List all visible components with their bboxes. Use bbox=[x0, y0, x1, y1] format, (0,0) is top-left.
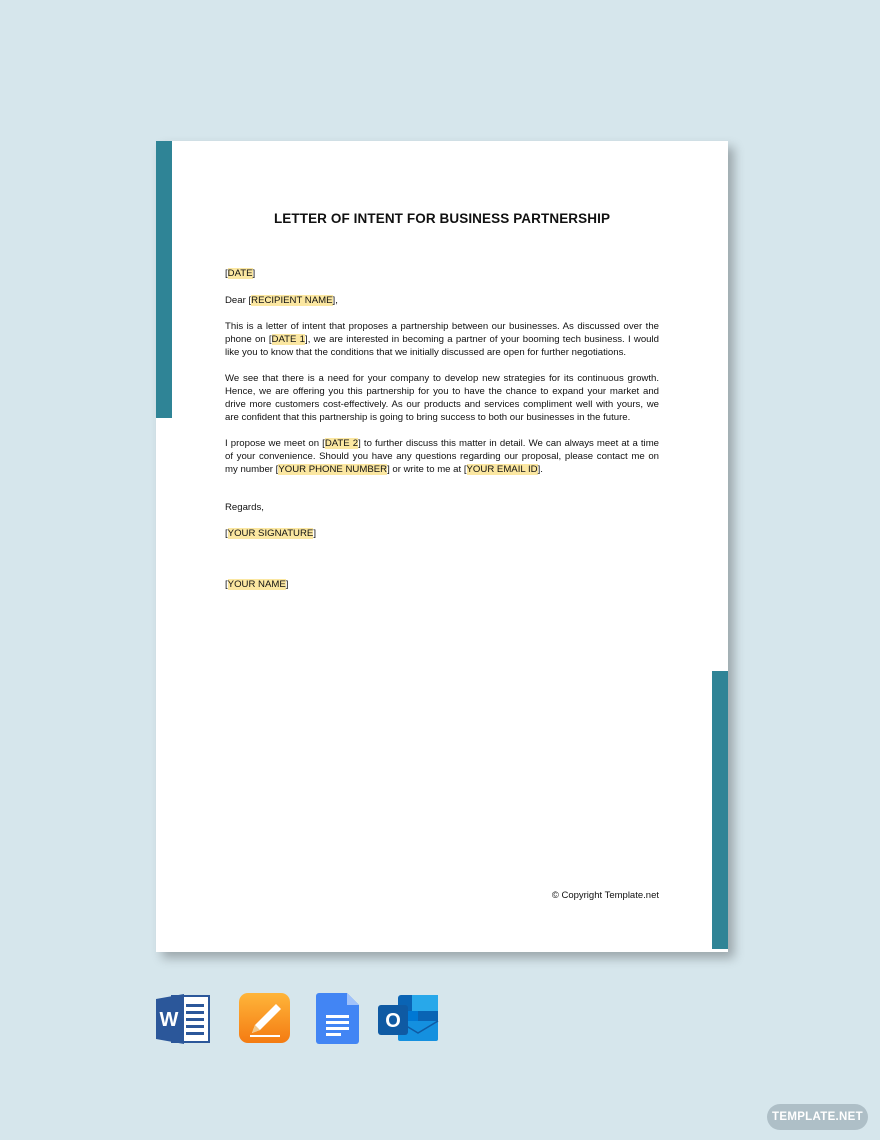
recipient-placeholder: RECIPIENT NAME bbox=[251, 295, 333, 306]
paragraph-2: We see that there is a need for your company to develop new strategies for its continuous growth. Hence, we are offering you this partnership for you to have the chance to expand your market and drive more customers cost-effectively. As our products and services compliment well with yours, we are confident that this partnership is going to bring success to both our businesses in the future. bbox=[225, 373, 659, 423]
paragraph-3: I propose we meet on [DATE 2] to further discuss this matter in detail. We can always meet at a time of your convenience. Should you have any questions regarding our proposal, please contact me on my number [YOUR PHONE NUMBER] or write to me at [YOUR EMAIL ID]. bbox=[225, 438, 660, 475]
letter-body bbox=[225, 267, 659, 591]
document-title: LETTER OF INTENT FOR BUSINESS PARTNERSHIP bbox=[273, 211, 611, 226]
copyright-text: © Copyright Template.net bbox=[551, 890, 659, 901]
google-docs-icon[interactable] bbox=[316, 993, 372, 1045]
outlook-icon[interactable] bbox=[378, 993, 440, 1045]
date-2-placeholder: DATE 2 bbox=[324, 438, 359, 449]
salutation: Dear [RECIPIENT NAME], bbox=[225, 295, 338, 306]
date-1-placeholder: DATE 1 bbox=[271, 334, 306, 345]
name-placeholder: YOUR NAME bbox=[227, 579, 286, 590]
pages-icon[interactable] bbox=[238, 993, 294, 1045]
closing: Regards, bbox=[225, 502, 264, 513]
signature-line: [YOUR SIGNATURE] bbox=[225, 528, 316, 539]
word-icon-label: W bbox=[159, 1009, 179, 1031]
signature-placeholder: YOUR SIGNATURE bbox=[227, 528, 314, 539]
email-placeholder: YOUR EMAIL ID bbox=[466, 464, 538, 475]
paragraph-1: This is a letter of intent that proposes a partnership between our businesses. As discussed over the phone on [DATE 1], we are interested in becoming a partner of your booming tech business. I would like you to know that the conditions that we initially discussed are open for further negotiations. bbox=[225, 321, 659, 358]
right-accent-bar bbox=[712, 671, 728, 949]
word-icon[interactable] bbox=[156, 993, 212, 1045]
template-net-watermark[interactable]: TEMPLATE.NET bbox=[767, 1104, 868, 1130]
name-line: [YOUR NAME] bbox=[225, 579, 289, 590]
phone-placeholder: YOUR PHONE NUMBER bbox=[278, 464, 388, 475]
date-line: [DATE] bbox=[225, 268, 256, 279]
date-placeholder: DATE bbox=[227, 268, 253, 279]
outlook-icon-label: O bbox=[385, 1010, 401, 1032]
left-accent-bar bbox=[156, 141, 172, 418]
